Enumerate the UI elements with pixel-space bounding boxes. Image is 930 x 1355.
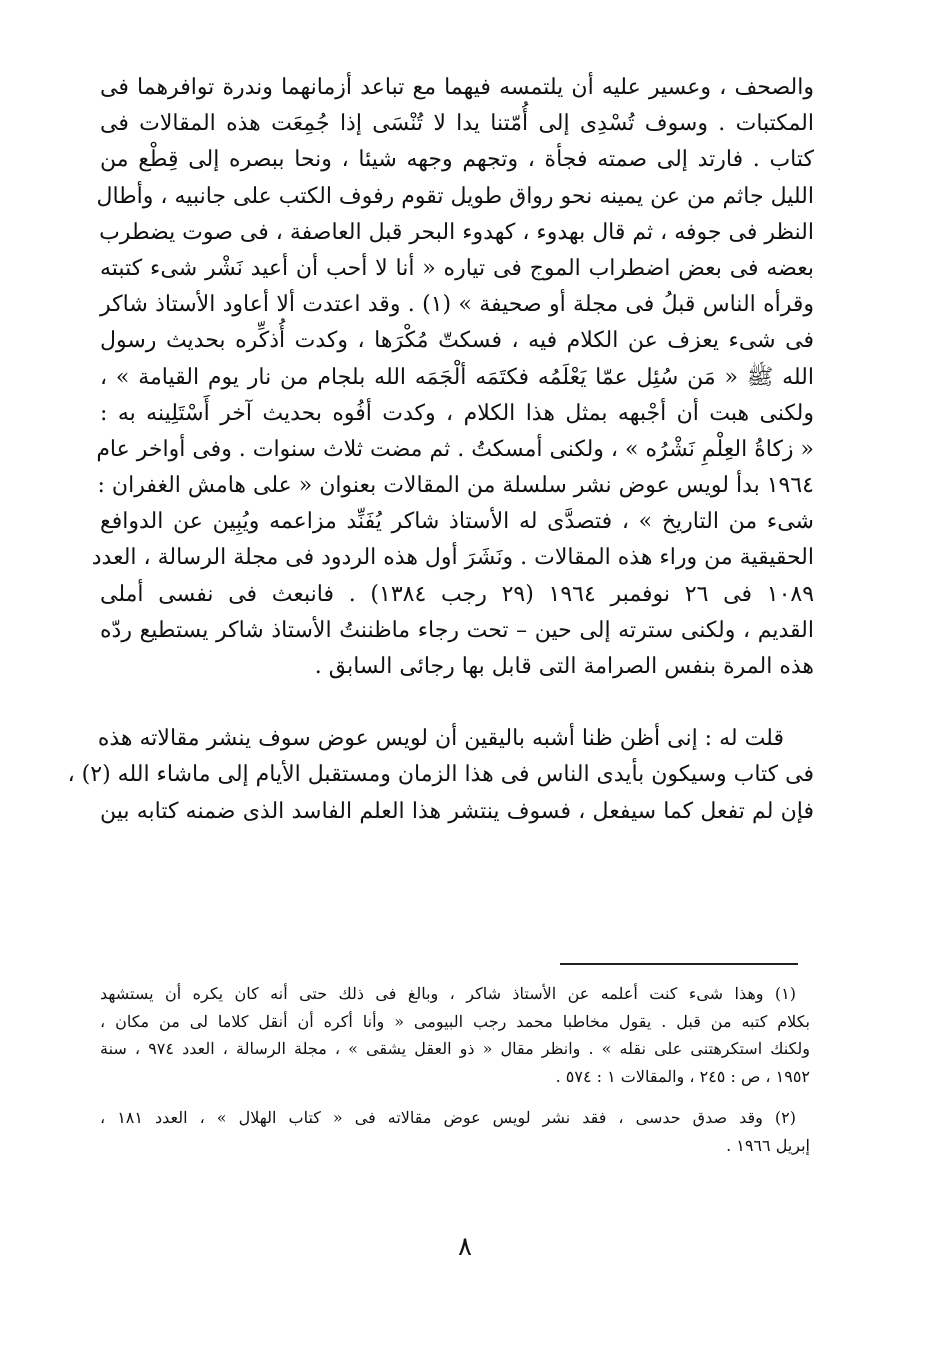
text-line: الحقيقية من وراء هذه المقالات . ونَشَرَ أول هذه الردود فى مجلة الرسالة ، العدد [91,545,814,571]
paragraph-2 [67,721,814,830]
page-number: ٨ [458,1232,472,1262]
text-line: والصحف ، وعسير عليه أن يلتمسه فيهما مع تباعد أزمانهما وندرة توافرهما فى [100,75,814,100]
text-line: ١٩٦٤ بدأ لويس عوض نشر سلسلة من المقالات بعنوان « على هامش الغفران : [97,473,814,499]
text-line: كتاب . فارتد إلى صمته فجأة ، وتجهم وجهه شيئا ، ونحا ببصره إلى قِطْع من [100,147,814,173]
text-line: ولكنى هبت أن أجْبهه بمثل هذا الكلام ، وكدت أفُوه بحديث آخر أَسْتَلِينه به : [100,400,814,426]
footnote-separator [560,963,798,965]
footnote-line: بكلام كتبه من قبل . يقول مخاطبا محمد رجب البيومى « وأنا أكره أن أنقل كلاما لى من مكان ، [100,1011,810,1031]
footnote-line: ١٩٥٢ ، ص : ٢٤٥ ، والمقالات ١ : ٥٧٤ . [555,1066,810,1086]
text-line: القديم ، ولكنى سترته إلى حين – تحت رجاء ماظننتُ الأستاذ شاكر يستطيع ردّه [100,617,814,643]
text-line: قلت له : إنى أظن ظنا أشبه باليقين أن لويس عوض سوف ينشر مقالاته هذه [97,726,784,752]
footnote-2 [100,1104,810,1159]
text-line: بعضه فى بعض اضطراب الموج فى تياره « أنا لا أحب أن أعيد نَشْر شىء كتبته [100,255,814,281]
footnote-line: إبريل ١٩٦٦ . [726,1135,810,1155]
text-line: شىء من التاريخ » ، فتصدَّى له الأستاذ شاكر يُفَنِّد مزاعمه ويُبِين عن الدوافع [100,509,814,535]
footnote-line: (١) وهذا شىء كنت أعلمه عن الأستاذ شاكر ، وبالغ فى ذلك حتى أنه كان يكره أن يستشهد [100,984,796,1003]
paragraph-1 [91,70,815,685]
text-line: المكتبات . وسوف تُسْدِى إلى أُمّتنا يدا لا تُنْسَى إذا جُمِعَت هذه المقالات فى [100,111,814,137]
text-line: فإن لم تفعل كما سيفعل ، فسوف ينتشر هذا العلم الفاسد الذى ضمنه كتابه بين [100,798,814,824]
text-line: وقرأه الناس قبلُ فى مجلة أو صحيفة » (١) . وقد اعتدت ألا أعاود الأستاذ شاكر [100,292,814,318]
text-line: « زكاةُ العِلْمِ نَشْرُه » ، ولكنى أمسكتُ . ثم مضت ثلاث سنوات . وفى أواخر عام [96,436,814,462]
text-line: فى كتاب وسيكون بأيدى الناس فى هذا الزمان ومستقبل الأيام إلى ماشاء الله (٢) ، [67,762,814,788]
text-line: ١٠٨٩ فى ٢٦ نوفمبر ١٩٦٤ (٢٩ رجب ١٣٨٤) . فانبعث فى نفسى أملى [100,581,815,607]
text-line: النظر فى جوفه ، ثم قال بهدوء ، كهدوء البحر قبل العاصفة ، فى صوت يضطرب [99,219,814,245]
footnotes [100,980,810,1159]
main-text [67,70,815,830]
text-line: الليل جاثم من عن يمينه نحو رواق طويل تقوم رفوف الكتب على جانبيه ، وأطال [96,183,814,209]
text-line: فى شىء يعزف عن الكلام فيه ، فسكتّ مُكْرَها ، وكدت أُذكِّره بحديث رسول [100,328,814,354]
footnote-line: ولكنك استكرهتنى على نقله » . وانظر مقال « ذو العقل يشقى » ، مجلة الرسالة ، العدد ٩٧٤ ، سنة [100,1039,810,1058]
footnote-line: (٢) وقد صدق حدسى ، فقد نشر لويس عوض مقالاته فى « كتاب الهلال » ، العدد ١٨١ ، [100,1108,797,1127]
footnote-1 [100,980,810,1090]
text-line: الله ﷺ « مَن سُئِل عمّا يَعْلَمُه فكتَمَه ألْجَمَه الله بلجام من نار يوم القيامة » ، [100,364,814,390]
text-line: هذه المرة بنفس الصرامة التى قابل بها رجائى السابق . [314,654,814,679]
